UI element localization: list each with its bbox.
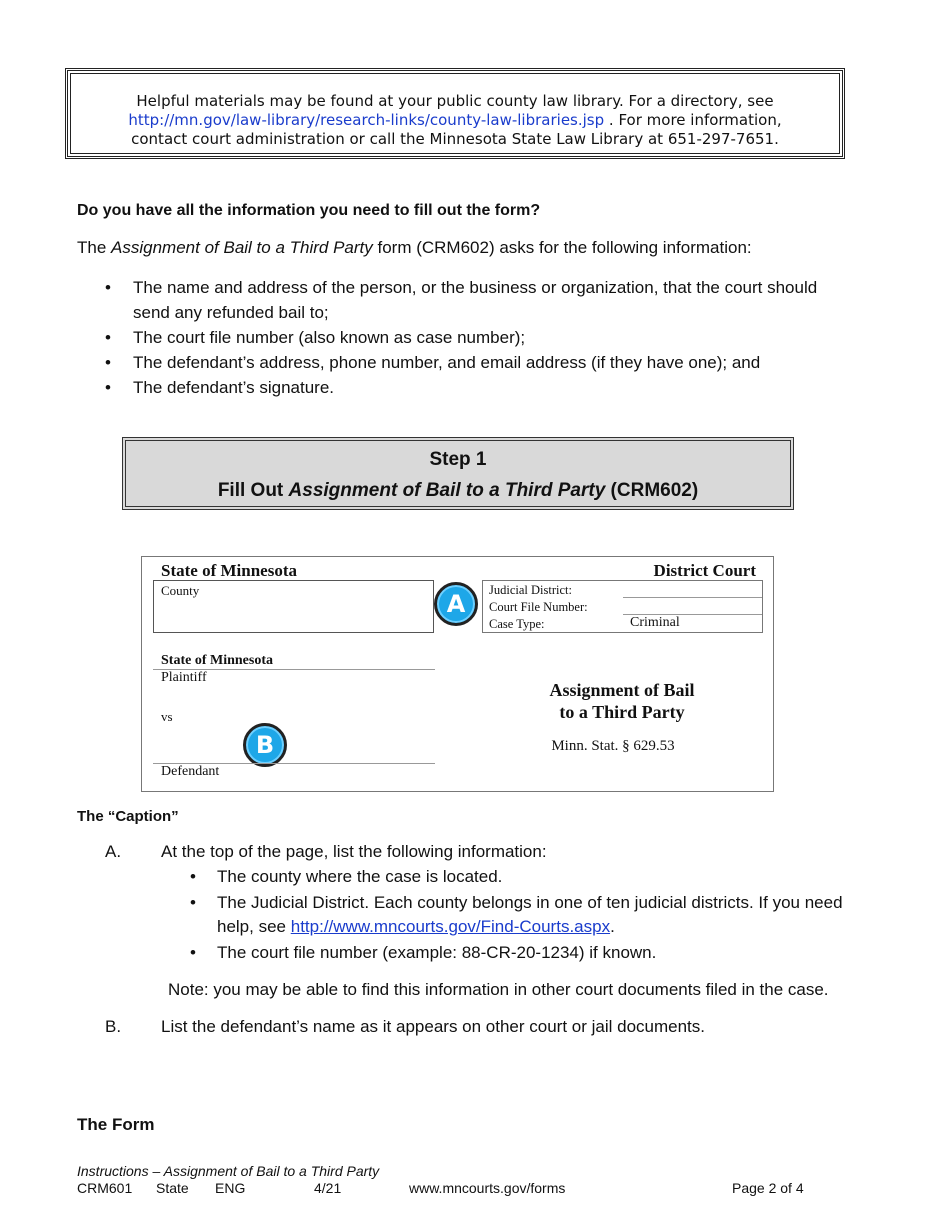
info-bullet-list xyxy=(105,275,825,400)
item-b-label: B. xyxy=(105,1017,122,1036)
list-item: The county where the case is located. xyxy=(217,867,503,886)
case-info-box xyxy=(482,580,763,633)
item-b-text: List the defendant’s name as it appears on other court or jail documents. xyxy=(161,1017,706,1036)
list-item: • xyxy=(190,867,196,886)
intro-text xyxy=(77,238,752,258)
caption-court: District Court xyxy=(653,561,756,580)
step-banner xyxy=(122,437,794,510)
form-title xyxy=(482,679,762,723)
list-item-cont xyxy=(217,917,615,937)
step-sub-form: Assignment of Bail to a Third Party xyxy=(288,480,606,501)
item-a-text: At the top of the page, list the following information: xyxy=(161,842,547,861)
list-item: The Judicial District. Each county belongs in one of ten judicial districts. If you need xyxy=(217,893,843,912)
law-library-notice xyxy=(65,68,845,159)
form-heading: The Form xyxy=(77,1115,155,1134)
caption-heading: The “Caption” xyxy=(77,808,179,825)
list-item: • xyxy=(190,943,196,962)
help-see: help, see xyxy=(217,917,291,936)
defendant-label: Defendant xyxy=(161,764,220,779)
notice-line-3: contact court administration or call the Minnesota State Law Library at 651-297-7651. xyxy=(131,130,779,148)
plaintiff-state: State of Minnesota xyxy=(161,653,273,668)
period: . xyxy=(610,917,615,936)
county-label: County xyxy=(161,583,200,598)
statute: Minn. Stat. § 629.53 xyxy=(551,738,675,754)
notice-line-2-rest: . For more information, xyxy=(604,111,782,129)
law-library-link[interactable]: http://mn.gov/law-library/research-links/county-law-libraries.jsp xyxy=(128,111,605,129)
footer-code: CRM601 xyxy=(77,1180,133,1196)
vs-label: vs xyxy=(161,709,173,724)
form-title-line-2: to a Third Party xyxy=(559,702,685,722)
find-courts-link[interactable]: http://www.mncourts.gov/Find-Courts.aspx xyxy=(290,917,611,936)
court-file-number-label: Court File Number: xyxy=(489,600,588,614)
footer-page: Page 2 of 4 xyxy=(732,1180,804,1196)
caption-example-image xyxy=(141,556,774,792)
case-type-label: Case Type: xyxy=(489,617,545,631)
footer-lang: ENG xyxy=(215,1180,246,1196)
step-sub-pre: Fill Out xyxy=(217,480,289,501)
marker-b-icon: B xyxy=(243,723,287,767)
case-type-value: Criminal xyxy=(630,615,680,630)
note-text: Note: you may be able to find this information in other court documents filed in the case. xyxy=(168,980,829,999)
list-item: The court file number (example: 88-CR-20-1234) if known. xyxy=(217,943,657,962)
caption-state: State of Minnesota xyxy=(161,561,297,580)
step-sub-post: (CRM602) xyxy=(605,480,699,501)
footer-state: State xyxy=(156,1180,189,1196)
plaintiff-label: Plaintiff xyxy=(161,670,207,685)
form-title-line-1: Assignment of Bail xyxy=(549,680,695,700)
list-item: • The defendant’s signature. xyxy=(105,375,825,400)
footer-date: 4/21 xyxy=(314,1180,342,1196)
list-item: • The court file number (also known as case number); xyxy=(105,325,825,350)
item-a-label: A. xyxy=(105,842,122,861)
step-title: Step 1 xyxy=(429,449,487,470)
notice-line-2 xyxy=(68,111,842,130)
marker-a-icon: A xyxy=(434,582,478,626)
county-box xyxy=(153,580,434,633)
footer-title: Instructions – Assignment of Bail to a Third Party xyxy=(77,1163,380,1179)
notice-line-1: Helpful materials may be found at your public county law library. For a directory, see xyxy=(136,92,774,110)
info-heading: Do you have all the information you need to fill out the form? xyxy=(77,202,541,219)
intro-post: form (CRM602) asks for the following information: xyxy=(372,238,752,257)
step-subtitle xyxy=(123,475,793,506)
list-item: • The name and address of the person, or the business or organization, that the court should send any refunded bail to; xyxy=(105,275,825,325)
judicial-district-label: Judicial District: xyxy=(489,583,572,597)
list-item: • The defendant’s address, phone number, and email address (if they have one); and xyxy=(105,350,825,375)
footer-url: www.mncourts.gov/forms xyxy=(409,1180,566,1196)
district-line xyxy=(623,597,762,598)
list-item: • xyxy=(190,893,196,912)
intro-form-name: Assignment of Bail to a Third Party xyxy=(111,238,373,257)
intro-pre: The xyxy=(77,238,112,257)
